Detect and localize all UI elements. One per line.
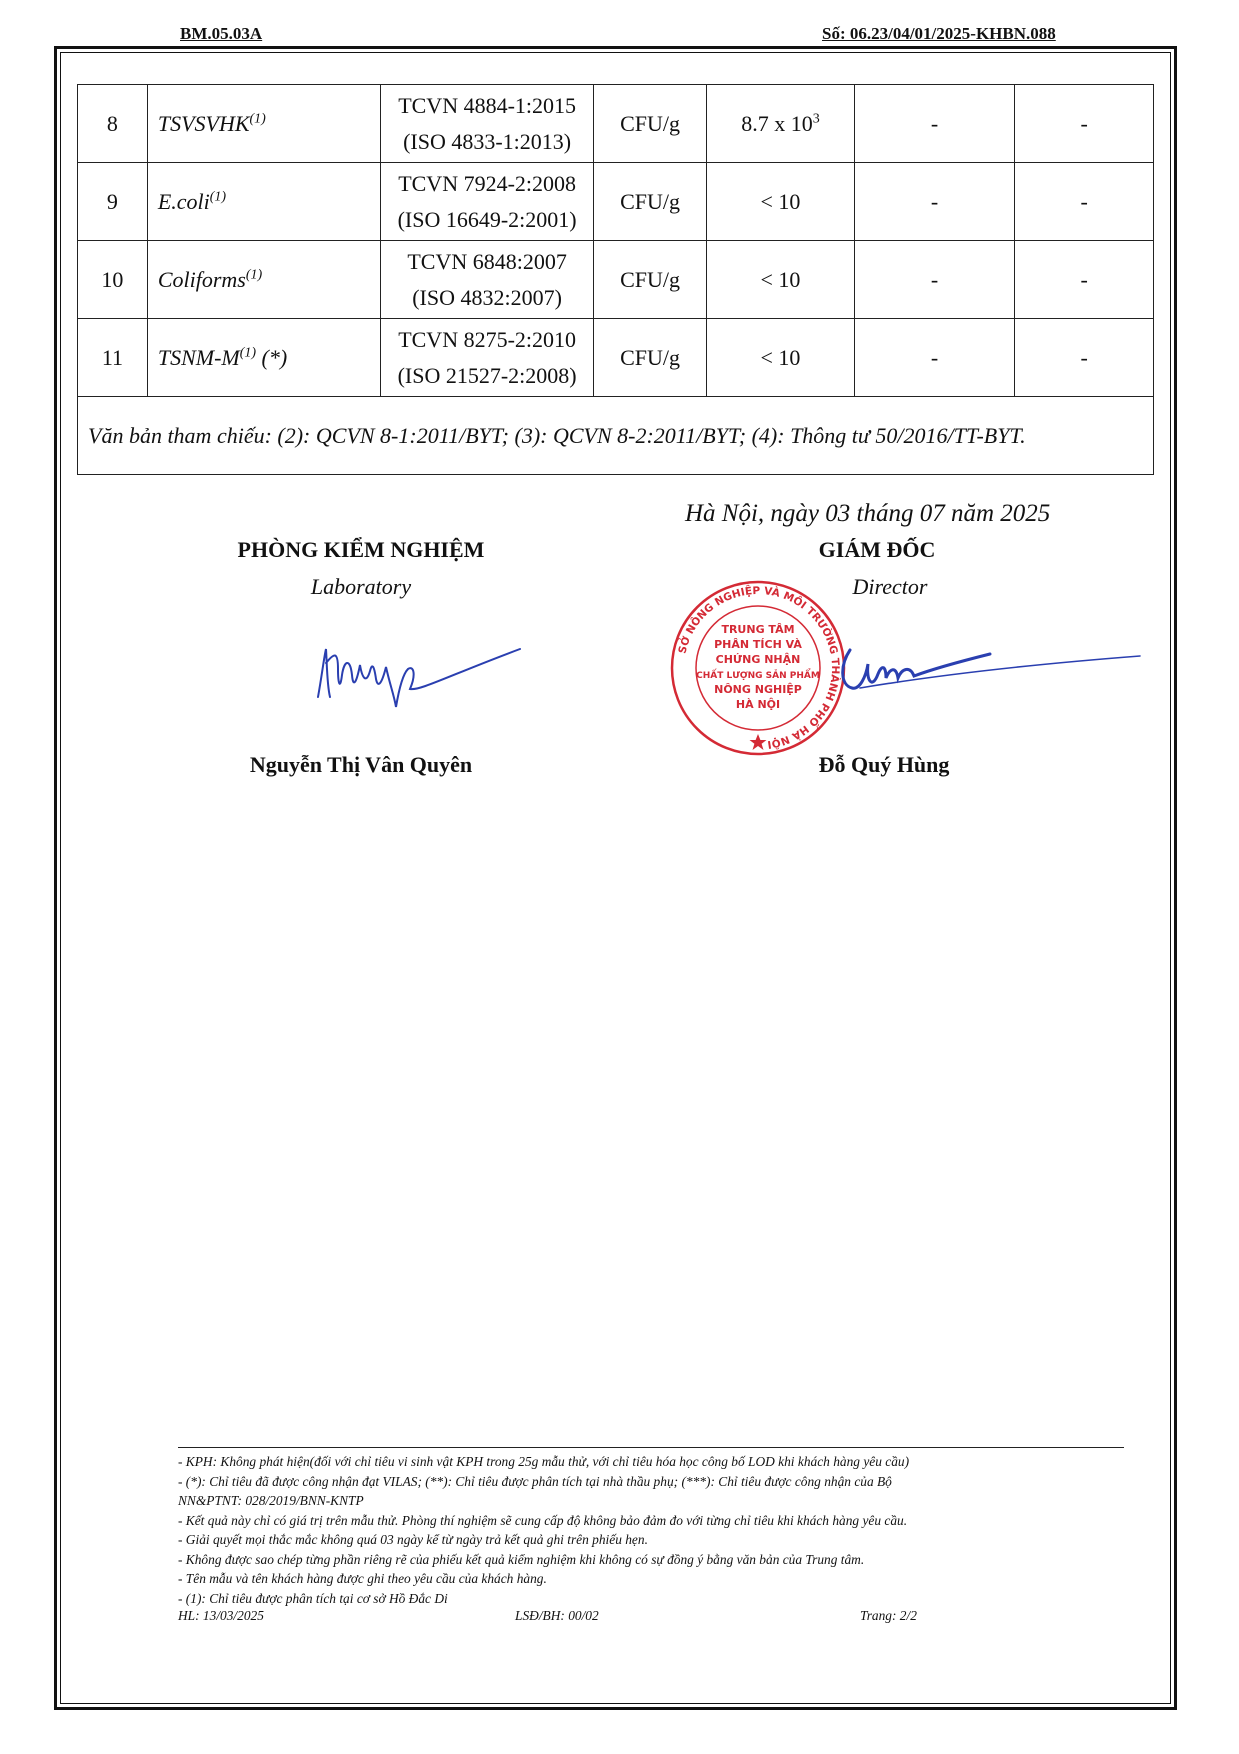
footnotes-divider	[178, 1447, 1124, 1448]
table-row	[78, 241, 1154, 319]
lab-signature	[310, 635, 530, 720]
test-method	[380, 241, 593, 319]
seal-text-line: TRUNG TÂM	[721, 623, 795, 636]
lab-subtitle: Laboratory	[310, 574, 412, 599]
limit-a: -	[854, 241, 1014, 319]
row-number: 11	[78, 319, 148, 397]
seal-text-line: CHỨNG NHẬN	[715, 653, 801, 666]
limit-b: -	[1015, 241, 1154, 319]
test-method	[380, 163, 593, 241]
result	[706, 241, 854, 319]
table-row	[78, 319, 1154, 397]
lab-signer-name: Nguyễn Thị Vân Quyên	[249, 752, 473, 777]
limit-a: -	[854, 163, 1014, 241]
test-method	[380, 85, 593, 163]
result-value: < 10	[760, 344, 801, 370]
footnote-line: - (*): Chỉ tiêu đã được công nhận đạt VILAS; (**): Chỉ tiêu được phân tích tại nhà thầu phụ; (***): Chỉ tiêu được công nhận của Bộ	[178, 1473, 892, 1489]
director-signer-name: Đỗ Quý Hùng	[818, 752, 950, 777]
parameter-name: TSNM-M	[157, 344, 240, 370]
director-signature	[830, 630, 1150, 710]
limit-b: -	[1015, 319, 1154, 397]
footnote-line: - Kết quả này chỉ có giá trị trên mẫu thử. Phòng thí nghiệm sẽ cung cấp độ không bảo đảm đo với từng chỉ tiêu khi khách hàng yêu cầu.	[178, 1512, 908, 1528]
method-standard: TCVN 8275-2:2010	[398, 326, 577, 352]
test-parameter	[147, 319, 380, 397]
test-parameter	[147, 241, 380, 319]
page-number: Trang: 2/2	[860, 1608, 917, 1623]
limit-b: -	[1015, 85, 1154, 163]
result-value: < 10	[760, 188, 801, 214]
parameter-note: (1)	[239, 345, 257, 361]
seal-text-line: NÔNG NGHIỆP	[714, 683, 802, 696]
seal-text-line: CHẤT LƯỢNG SẢN PHẨM	[696, 671, 820, 681]
seal-text-line: HÀ NỘI	[735, 698, 781, 711]
method-standard: TCVN 7924-2:2008	[398, 170, 577, 196]
reference-docs: Văn bản tham chiếu: (2): QCVN 8-1:2011/BYT; (3): QCVN 8-2:2011/BYT; (4): Thông tư 50/2016/TT-BYT.	[78, 397, 1154, 475]
table-row	[78, 85, 1154, 163]
footnote-line: - KPH: Không phát hiện(đối với chỉ tiêu vi sinh vật KPH trong 25g mẫu thử, với chỉ tiêu hóa học công bố LOD khi khách hàng yêu cầu)	[178, 1454, 910, 1469]
revision-info: LSĐ/BH: 00/02	[515, 1608, 599, 1623]
limit-b: -	[1015, 163, 1154, 241]
official-seal	[668, 578, 848, 758]
result	[706, 319, 854, 397]
test-parameter	[147, 163, 380, 241]
unit: CFU/g	[594, 241, 707, 319]
parameter-name: E.coli	[157, 188, 210, 214]
method-iso: (ISO 4832:2007)	[412, 284, 562, 310]
svg-text:SỞ NÔNG NGHIỆP VÀ MÔI TRƯỜNG T	[676, 584, 841, 751]
test-method	[380, 319, 593, 397]
parameter-name: TSVSVHK	[157, 110, 250, 136]
parameter-suffix: (*)	[256, 344, 288, 370]
document-number: Số: 06.23/04/01/2025-KHBN.088	[822, 24, 1056, 43]
seal-text-line: PHÂN TÍCH VÀ	[714, 638, 802, 651]
row-number: 9	[78, 163, 148, 241]
director-title: GIÁM ĐỐC	[818, 537, 936, 562]
reference-docs-row	[78, 397, 1154, 475]
test-parameter	[147, 85, 380, 163]
parameter-note: (1)	[245, 267, 263, 283]
footnote-line: - Tên mẫu và tên khách hàng được ghi theo yêu cầu của khách hàng.	[178, 1571, 547, 1586]
form-code: BM.05.03A	[180, 24, 263, 43]
footnotes	[178, 1452, 1124, 1608]
row-number: 10	[78, 241, 148, 319]
limit-a: -	[854, 319, 1014, 397]
method-iso: (ISO 21527-2:2008)	[397, 362, 577, 388]
method-standard: TCVN 6848:2007	[407, 248, 567, 274]
result	[706, 163, 854, 241]
issued-date: HL: 13/03/2025	[178, 1608, 264, 1623]
method-standard: TCVN 4884-1:2015	[398, 92, 577, 118]
results-table	[77, 84, 1154, 475]
parameter-note: (1)	[249, 111, 266, 127]
footnote-line: - (1): Chỉ tiêu được phân tích tại cơ sở Hồ Đắc Di	[178, 1590, 448, 1606]
seal-ring-text: SỞ NÔNG NGHIỆP VÀ MÔI TRƯỜNG THÀNH PHỐ HÀ NỘI	[676, 584, 842, 751]
result-exponent: 3	[812, 111, 820, 127]
result	[706, 85, 854, 163]
footnote-line: NN&PTNT: 028/2019/BNN-KNTP	[178, 1493, 364, 1508]
method-iso: (ISO 4833-1:2013)	[403, 128, 572, 154]
director-subtitle: Director	[852, 574, 928, 599]
table-row	[78, 163, 1154, 241]
unit: CFU/g	[594, 319, 707, 397]
footnote-line: - Giải quyết mọi thắc mắc không quá 03 ngày kể từ ngày trả kết quả ghi trên phiếu hẹn.	[178, 1532, 648, 1547]
row-number: 8	[78, 85, 148, 163]
method-iso: (ISO 16649-2:2001)	[397, 206, 577, 232]
unit: CFU/g	[594, 85, 707, 163]
result-value: < 10	[760, 266, 801, 292]
footnote-line: - Không được sao chép từng phần riêng rẽ của phiếu kết quả kiểm nghiệm khi không có sự đồng ý bằng văn bản của Trung tâm.	[178, 1551, 865, 1567]
parameter-note: (1)	[209, 189, 227, 205]
parameter-name: Coliforms	[157, 266, 246, 292]
unit: CFU/g	[594, 163, 707, 241]
signing-date: Hà Nội, ngày 03 tháng 07 năm 2025	[685, 500, 1051, 527]
lab-title: PHÒNG KIỂM NGHIỆM	[237, 537, 485, 562]
result-value: 8.7 x 10	[741, 110, 813, 136]
limit-a: -	[854, 85, 1014, 163]
